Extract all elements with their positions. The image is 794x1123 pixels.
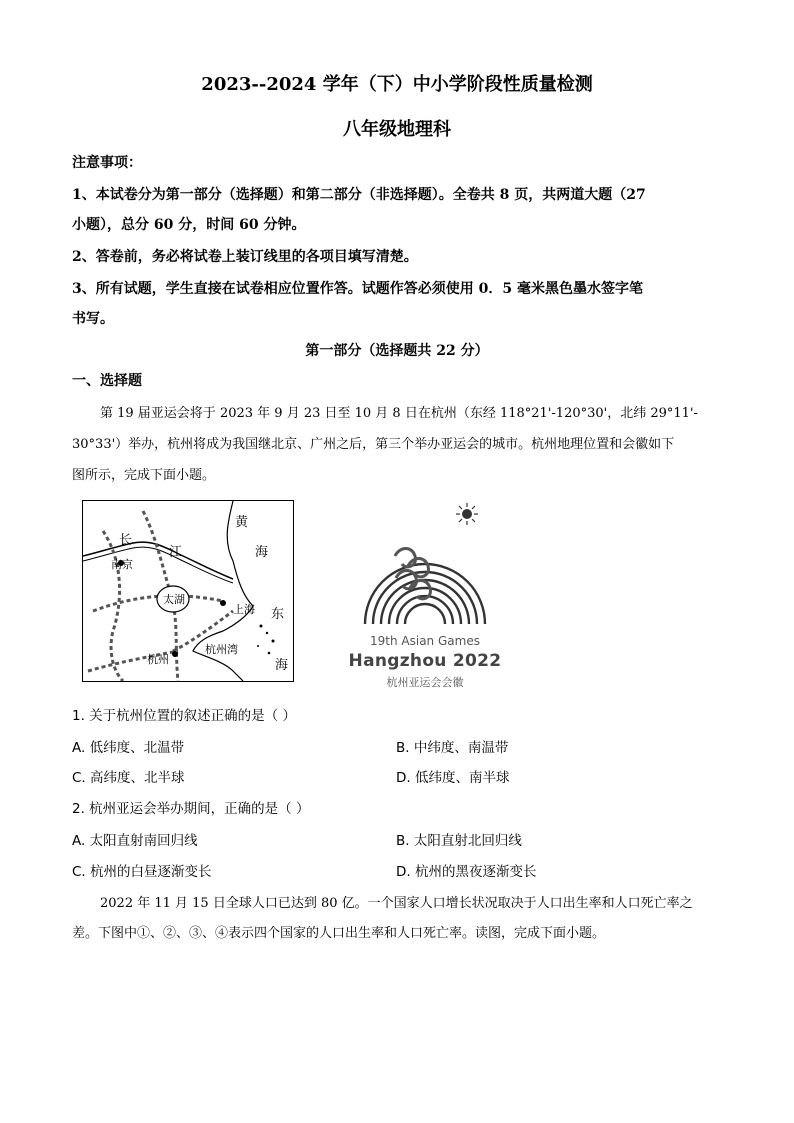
section-heading: 一、选择题 [72,373,142,389]
question-1-option-b[interactable]: B. 中纬度、南温带 [396,740,509,756]
label-taihu: 太湖 [163,593,185,606]
question-1-option-a[interactable]: A. 低纬度、北温带 [72,740,185,756]
map-drawing [83,501,293,681]
exam-subtitle: 八年级地理科 [343,119,451,140]
passage1-line3: 图所示，完成下面小题。 [72,468,216,483]
question-2-option-c[interactable]: C. 杭州的白昼逐渐变长 [72,864,212,880]
question-1-stem: 1. 关于杭州位置的叙述正确的是（ ） [72,708,296,724]
emblem-caption-cn: 杭州亚运会会徽 [386,676,464,689]
label-nanjing: 南京 [111,558,133,571]
label-hai-1: 海 [255,545,269,560]
question-2-option-d[interactable]: D. 杭州的黑夜逐渐变长 [396,864,537,880]
question-2-option-b[interactable]: B. 太阳直射北回归线 [396,833,522,849]
emblem-caption-en-1: 19th Asian Games [370,634,480,648]
part1-heading: 第一部分（选择题共 22 分） [305,343,489,359]
passage1-line2: 30°33'）举办，杭州将成为我国继北京、广州之后，第三个举办亚运会的城市。杭州地理位置和会徽如下 [72,437,675,452]
passage1-line1: 第 19 届亚运会将于 2023 年 9 月 23 日至 10 月 8 日在杭州（东经 118°21'-120°30'，北纬 29°11'- [100,406,698,421]
note-item-3-line1: 3、所有试题，学生直接在试卷相应位置作答。试题作答必须使用 0．5 毫米黑色墨水签字笔 [72,281,643,297]
notes-heading: 注意事项： [72,155,142,171]
hangzhou-location-map [82,500,294,682]
label-hai-2: 海 [275,658,289,673]
label-huang: 黄 [235,515,249,530]
passage2-line2: 差。下图中①、②、③、④表示四个国家的人口出生率和人口死亡率。读图，完成下面小题。 [72,926,606,941]
label-dong: 东 [271,607,285,622]
note-item-1-line2: 小题），总分 60 分，时间 60 分钟。 [72,217,306,233]
exam-title: 2023--2024 学年（下）中小学阶段性质量检测 [201,74,593,95]
label-chang: 长 [119,533,133,548]
label-jiang: 江 [169,545,183,560]
label-hangzhouwan: 杭州湾 [205,643,238,656]
note-item-2: 2、答卷前，务必将试卷上装订线里的各项目填写清楚。 [72,249,418,265]
label-hangzhou: 杭州 [147,653,169,666]
question-1-option-d[interactable]: D. 低纬度、南半球 [396,770,510,786]
passage2-line1: 2022 年 11 月 15 日全球人口已达到 80 亿。一个国家人口增长状况取决于人口出生率和人口死亡率之 [100,896,693,911]
note-item-1-line1: 1、本试卷分为第一部分（选择题）和第二部分（非选择题）。全卷共 8 页，共两道大题（27 [72,187,646,203]
emblem-graphic [320,494,530,634]
label-shanghai: 上海 [233,603,255,616]
question-1-option-c[interactable]: C. 高纬度、北半球 [72,770,185,786]
question-2-option-a[interactable]: A. 太阳直射南回归线 [72,833,198,849]
question-2-stem: 2. 杭州亚运会举办期间，正确的是（ ） [72,801,310,817]
emblem-caption-en-2: Hangzhou 2022 [348,651,502,671]
note-item-3-line2: 书写。 [72,311,114,327]
asian-games-emblem [320,494,530,694]
